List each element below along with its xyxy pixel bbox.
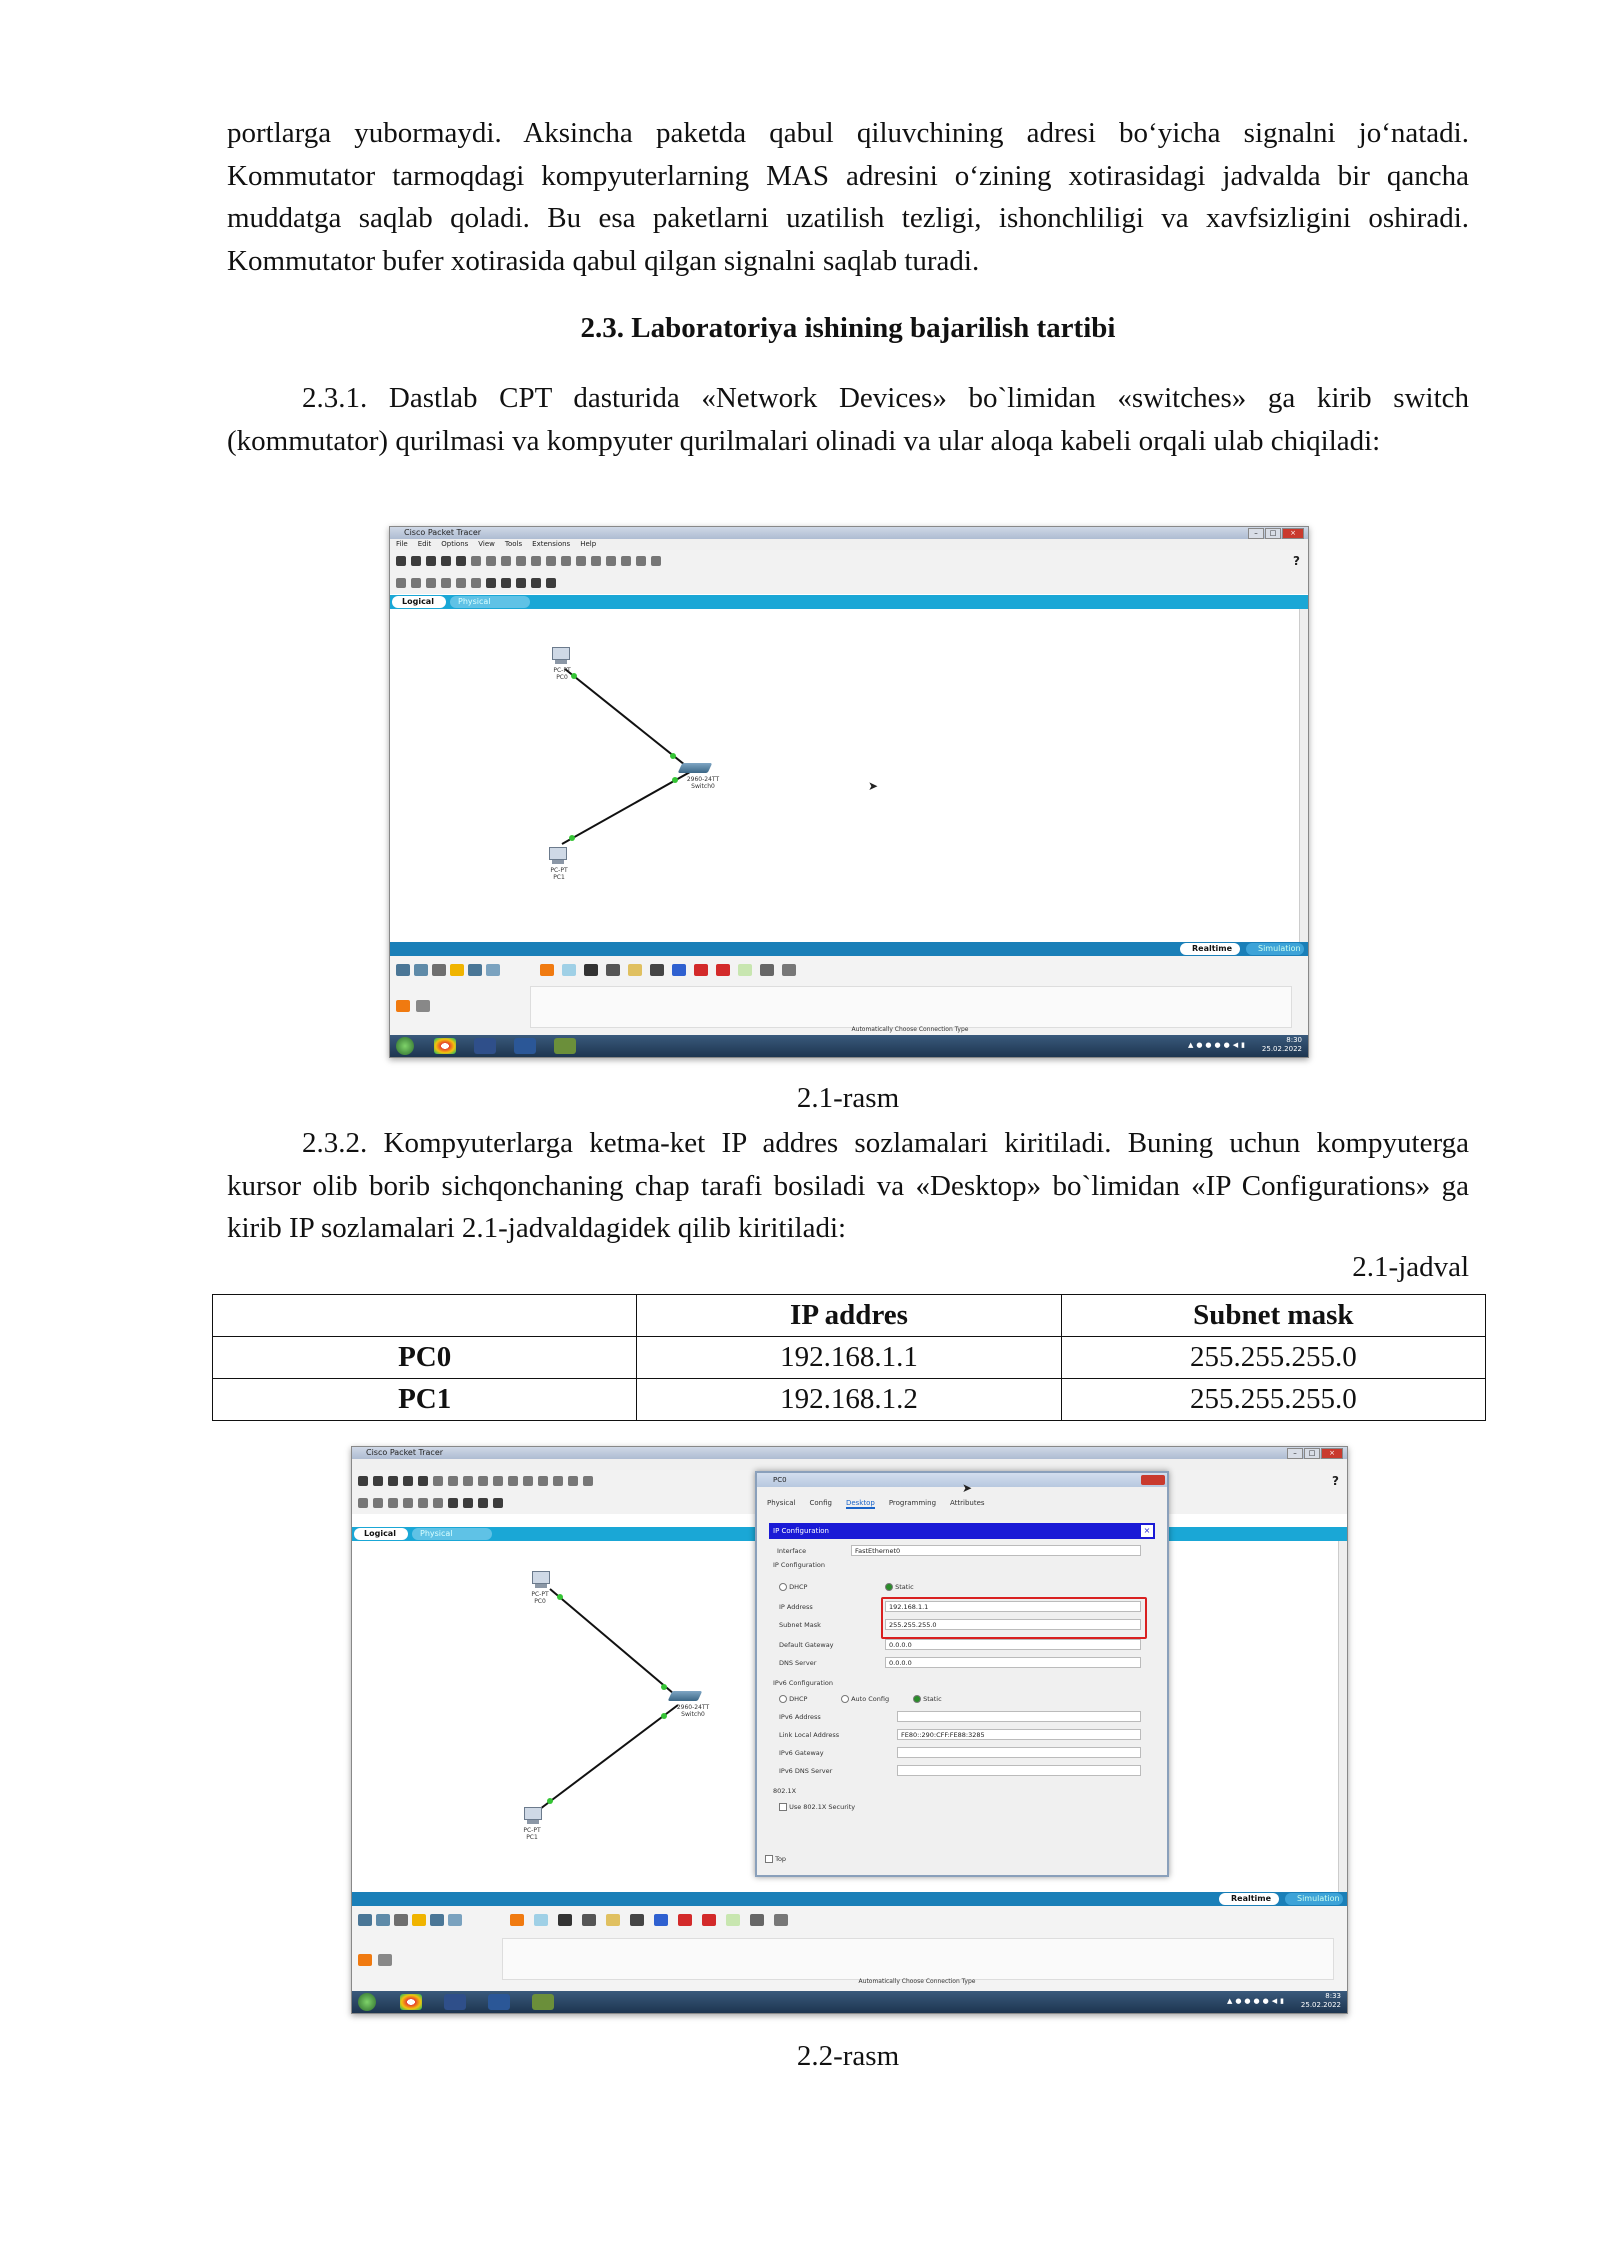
undo-icon[interactable]: [493, 1476, 503, 1486]
link-light-switch-a: [661, 1684, 667, 1690]
mouse-cursor-icon: ➤: [868, 779, 879, 793]
inspect-icon[interactable]: [373, 1498, 383, 1508]
rectangle-icon[interactable]: [486, 578, 496, 588]
table-header-row: [213, 1295, 1486, 1337]
tab-desktop[interactable]: Desktop: [845, 1499, 875, 1507]
table-row: [213, 1337, 1486, 1379]
word-icon[interactable]: [488, 1994, 510, 2010]
tab-physical-dialog[interactable]: Physical: [767, 1499, 796, 1507]
table-cell-mask: 255.255.255.0: [1061, 1379, 1485, 1421]
serial-dce-icon[interactable]: [694, 964, 708, 976]
open-file-icon[interactable]: [373, 1476, 383, 1486]
inspect-icon[interactable]: [411, 578, 421, 588]
menu-bar: [390, 539, 1308, 550]
switches-icon[interactable]: [376, 1914, 390, 1926]
pc1-device[interactable]: [547, 847, 569, 865]
note-icon[interactable]: [418, 1498, 428, 1508]
redo-icon[interactable]: [508, 1476, 518, 1486]
figure-2-caption: 2.2-rasm: [796, 2040, 900, 2072]
dns-server-input[interactable]: 0.0.0.0: [885, 1657, 1141, 1668]
table-cell-ip: 192.168.1.2: [637, 1379, 1061, 1421]
dialog-title: PC0: [757, 1473, 1167, 1487]
start-button-icon[interactable]: [358, 1993, 376, 2011]
simulation-mode-button[interactable]: Simulation: [1246, 943, 1304, 955]
ip-address-label: IP Address: [779, 1603, 813, 1611]
table-cell-mask: 255.255.255.0: [1061, 1337, 1485, 1379]
redo-icon[interactable]: [546, 556, 556, 566]
save-icon[interactable]: [388, 1476, 398, 1486]
print-icon[interactable]: [403, 1476, 413, 1486]
note-icon[interactable]: [456, 578, 466, 588]
explorer-icon[interactable]: [444, 1994, 466, 2010]
connection-list[interactable]: [502, 1938, 1334, 1980]
ipv6-dns-input[interactable]: [897, 1765, 1141, 1776]
pc0-config-dialog: [755, 1471, 1169, 1877]
close-icon[interactable]: ×: [1321, 1448, 1343, 1459]
minimize-icon[interactable]: –: [1287, 1448, 1303, 1459]
table-cell-device: PC1: [213, 1379, 637, 1421]
zoom-in-icon[interactable]: [523, 1476, 533, 1486]
phone-cable-icon[interactable]: [630, 1914, 644, 1926]
copy-icon[interactable]: [463, 1476, 473, 1486]
packet-tracer-icon[interactable]: [532, 1994, 554, 2010]
auto-config-label: Auto Config: [851, 1695, 890, 1703]
serial-dce-icon[interactable]: [678, 1914, 692, 1926]
end-devices-icon[interactable]: [430, 1914, 444, 1926]
window-controls: [1287, 1448, 1343, 1459]
zoom-reset-icon[interactable]: [538, 1476, 548, 1486]
undo-icon[interactable]: [531, 556, 541, 566]
tab-physical[interactable]: Physical: [412, 1528, 492, 1540]
clock-date: 25.02.2022: [1261, 1045, 1302, 1053]
ip-table: [212, 1294, 1486, 1421]
link-local-value: FE80::290:CFF:FE88:3285: [897, 1729, 1141, 1740]
usb-cable-icon[interactable]: [782, 964, 796, 976]
tab-physical[interactable]: Physical: [450, 596, 530, 608]
link-pc0-switch: [550, 1589, 680, 1699]
close-icon[interactable]: ×: [1282, 528, 1304, 539]
select-icon[interactable]: [396, 578, 406, 588]
chrome-icon[interactable]: [400, 1994, 422, 2010]
ipv6-gateway-label: IPv6 Gateway: [779, 1749, 824, 1757]
zoom-in-icon[interactable]: [561, 556, 571, 566]
tab-logical[interactable]: Logical: [392, 596, 446, 608]
link-local-label: Link Local Address: [779, 1731, 840, 1739]
ipv6-address-input[interactable]: [897, 1711, 1141, 1722]
coaxial-cable-icon[interactable]: [672, 964, 686, 976]
zoom-reset-icon[interactable]: [576, 556, 586, 566]
window-title: Cisco Packet Tracer: [366, 1448, 444, 1457]
chrome-icon[interactable]: [434, 1038, 456, 1054]
table-header-ip: IP addres: [637, 1295, 1061, 1337]
crossover-cable-icon[interactable]: [606, 964, 620, 976]
delete-icon[interactable]: [426, 578, 436, 588]
wizard-icon[interactable]: [433, 1476, 443, 1486]
ip-address-input[interactable]: 192.168.1.1: [885, 1601, 1141, 1612]
drawing-toolbar: [390, 572, 1308, 594]
simple-pdu-icon[interactable]: [493, 1498, 503, 1508]
line-icon[interactable]: [471, 578, 481, 588]
static-label: Static: [895, 1583, 914, 1591]
zoom-out-icon[interactable]: [553, 1476, 563, 1486]
ip-configuration-title: IP Configuration: [773, 1527, 829, 1535]
print-icon[interactable]: [441, 556, 451, 566]
window-titlebar: [352, 1447, 1347, 1459]
hubs-icon[interactable]: [432, 964, 446, 976]
switch0-label: 2960-24TT Switch0: [676, 1704, 710, 1718]
help-icon[interactable]: ?: [1332, 1474, 1339, 1488]
palette-icon[interactable]: [568, 1476, 578, 1486]
window-controls: [1248, 528, 1304, 539]
menu-tools[interactable]: Tools: [504, 540, 523, 548]
maximize-icon[interactable]: □: [1304, 1448, 1320, 1459]
tab-attributes[interactable]: Attributes: [950, 1499, 985, 1507]
subnet-mask-input[interactable]: 255.255.255.0: [885, 1619, 1141, 1630]
interface-select[interactable]: FastEthernet0: [851, 1545, 1141, 1556]
table-header-empty: [213, 1295, 637, 1337]
auto-connection-icon[interactable]: [510, 1914, 524, 1926]
menu-bar: [352, 1459, 1347, 1470]
main-toolbar: [390, 550, 1308, 572]
pdu-icon[interactable]: [651, 556, 661, 566]
straight-cable-icon[interactable]: [584, 964, 598, 976]
pc0-label: PC-PT PC0: [553, 667, 571, 681]
device-panel: [352, 1906, 1347, 1991]
routers-icon[interactable]: [358, 1914, 372, 1926]
open-file-icon[interactable]: [411, 556, 421, 566]
lightning-icon[interactable]: [358, 1954, 372, 1966]
ipv6-dhcp-label: DHCP: [789, 1695, 808, 1703]
wireless-icon[interactable]: [486, 964, 500, 976]
connection-list[interactable]: [530, 986, 1292, 1028]
start-button-icon[interactable]: [396, 1037, 414, 1055]
menu-view[interactable]: View: [478, 540, 495, 548]
line-icon[interactable]: [433, 1498, 443, 1508]
word-icon[interactable]: [514, 1038, 536, 1054]
table-row: [213, 1379, 1486, 1421]
wireless-icon[interactable]: [448, 1914, 462, 1926]
device-panel: [390, 956, 1308, 1035]
pc1-device[interactable]: [522, 1807, 544, 1825]
link-light-switch-b: [661, 1713, 667, 1719]
link-pc1-switch: [540, 1705, 678, 1809]
dot1x-label: Use 802.1X Security: [789, 1803, 856, 1811]
dhcp-label: DHCP: [789, 1583, 808, 1591]
top-label: Top: [775, 1855, 787, 1863]
wizard-icon[interactable]: [471, 556, 481, 566]
freeform-icon[interactable]: [516, 578, 526, 588]
menu-help[interactable]: Help: [580, 540, 597, 548]
workspace-scrollbar[interactable]: [1338, 1541, 1347, 1915]
pc0-device[interactable]: [530, 1571, 552, 1589]
simple-pdu-icon[interactable]: [531, 578, 541, 588]
menu-extensions[interactable]: Extensions: [532, 540, 571, 548]
connections-icon[interactable]: [412, 1914, 426, 1926]
dialog-tabs: [767, 1499, 985, 1509]
workspace-tabs-bar: [390, 595, 1308, 609]
menu-edit[interactable]: Edit: [417, 540, 432, 548]
octal-cable-icon[interactable]: [726, 1914, 740, 1926]
iot-cable-icon[interactable]: [750, 1914, 764, 1926]
link-pc1-switch: [562, 772, 690, 844]
help-icon[interactable]: ?: [1293, 554, 1300, 568]
hubs-icon[interactable]: [394, 1914, 408, 1926]
ellipse-icon[interactable]: [463, 1498, 473, 1508]
taskbar-clock: [1262, 1036, 1302, 1054]
info-icon[interactable]: [418, 1476, 428, 1486]
info-icon[interactable]: [456, 556, 466, 566]
fiber-cable-icon[interactable]: [606, 1914, 620, 1926]
switch0-label: 2960-24TT Switch0: [686, 776, 720, 790]
lightning-icon[interactable]: [396, 1000, 410, 1012]
menu-file[interactable]: File: [396, 540, 408, 548]
copy-icon[interactable]: [501, 556, 511, 566]
window-titlebar: [390, 527, 1308, 539]
coaxial-cable-icon[interactable]: [654, 1914, 668, 1926]
rectangle-icon[interactable]: [448, 1498, 458, 1508]
viewport-icon[interactable]: [636, 556, 646, 566]
link-light-pc1: [547, 1798, 553, 1804]
pc1-label: PC-PT PC1: [523, 1827, 541, 1841]
crossover-cable-icon[interactable]: [582, 1914, 596, 1926]
static-option[interactable]: [885, 1583, 914, 1591]
default-gateway-label: Default Gateway: [779, 1641, 834, 1649]
simulation-mode-button[interactable]: Simulation: [1285, 1893, 1343, 1905]
dns-server-label: DNS Server: [779, 1659, 817, 1667]
octal-cable-icon[interactable]: [738, 964, 752, 976]
windows-taskbar: [352, 1991, 1347, 2013]
subnet-mask-label: Subnet Mask: [779, 1621, 821, 1629]
minimize-icon[interactable]: –: [1248, 528, 1264, 539]
link-light-switch-a: [670, 753, 676, 759]
figure-1-caption: 2.1-rasm: [796, 1082, 900, 1114]
ip-config-close-icon[interactable]: ×: [1141, 1525, 1153, 1537]
table-cell-device: PC0: [213, 1337, 637, 1379]
link-light-pc1: [569, 835, 575, 841]
iot-cable-icon[interactable]: [760, 964, 774, 976]
mouse-cursor-icon: ➤: [962, 1481, 973, 1495]
paragraph-intro: portlarga yubormaydi. Aksincha paketda qabul qiluvchining adresi bo‘yicha signalni jo‘natadi. Kommutator tarmoqdagi kompyuterlarning MAS adresini o‘zining xotirasidagi jadvalda bir qancha muddatga saqlab qoladi. Bu esa paketlarni uzatilish tezligi, ishonchliligi va xavfsizligini oshiradi. Kommutator bufer xotirasida qabul qilgan signalni saqlab turadi.: [227, 117, 1469, 277]
packet-tracer-icon[interactable]: [554, 1038, 576, 1054]
ipv6-dhcp-option[interactable]: [779, 1695, 807, 1703]
clock-time: 8:30: [1286, 1036, 1302, 1044]
table-header-mask: Subnet mask: [1061, 1295, 1485, 1337]
network-info-icon[interactable]: [448, 1476, 458, 1486]
windows-taskbar: [390, 1035, 1308, 1057]
tab-config[interactable]: Config: [809, 1499, 832, 1507]
figure-1-screenshot: [389, 526, 1309, 1058]
menu-options[interactable]: Options: [441, 540, 469, 548]
ipv4-section-label: IP Configuration: [773, 1561, 825, 1569]
ipv6-static-option[interactable]: [913, 1695, 942, 1703]
end-devices-icon[interactable]: [468, 964, 482, 976]
tab-logical[interactable]: Logical: [354, 1528, 408, 1540]
top-checkbox[interactable]: [765, 1855, 786, 1863]
ipv6-auto-config-option[interactable]: [841, 1695, 889, 1703]
ipv6-static-label: Static: [923, 1695, 942, 1703]
switch0-device[interactable]: [668, 1691, 703, 1701]
resize-icon[interactable]: [403, 1498, 413, 1508]
table-cell-ip: 192.168.1.1: [637, 1337, 1061, 1379]
routers-icon[interactable]: [396, 964, 410, 976]
custom-device-icon[interactable]: [583, 1476, 593, 1486]
pc0-label: PC-PT PC0: [531, 1591, 549, 1605]
highlight-box: [881, 1597, 1147, 1639]
explorer-icon[interactable]: [474, 1038, 496, 1054]
fiber-cable-icon[interactable]: [628, 964, 642, 976]
straight-cable-icon[interactable]: [558, 1914, 572, 1926]
serial-dte-icon[interactable]: [716, 964, 730, 976]
auto-connection-icon[interactable]: [540, 964, 554, 976]
custom-device-icon[interactable]: [621, 556, 631, 566]
complex-pdu-icon[interactable]: [546, 578, 556, 588]
pc1-label: PC-PT PC1: [550, 867, 568, 881]
paragraph-step-1: 2.3.1. Dastlab CPT dasturida «Network Devices» bo`limidan «switches» ga kirib switch (kommutator) qurilmasi va kompyuter qurilmalari olinadi va ular aloqa kabeli orqali ulab chiqiladi:: [227, 382, 1469, 457]
paste-icon[interactable]: [478, 1476, 488, 1486]
system-tray: ▲●●●●◀▮: [1187, 1041, 1248, 1049]
freeform-icon[interactable]: [478, 1498, 488, 1508]
clock-time: 8:33: [1325, 1992, 1341, 2000]
connection-hint: Automatically Choose Connection Type: [858, 1978, 976, 1985]
system-tray: ▲●●●●◀▮: [1226, 1997, 1287, 2005]
new-file-icon[interactable]: [396, 556, 406, 566]
mode-bar: [390, 942, 1308, 956]
dot1x-section-label: 802.1X: [773, 1787, 797, 1795]
palette-icon[interactable]: [606, 556, 616, 566]
resize-icon[interactable]: [441, 578, 451, 588]
section-heading: 2.3. Laboratoriya ishining bajarilish tartibi: [580, 312, 1116, 344]
paste-icon[interactable]: [516, 556, 526, 566]
grid-icon[interactable]: [416, 1000, 430, 1012]
table-caption: 2.1-jadval: [1352, 1251, 1469, 1283]
select-icon[interactable]: [358, 1498, 368, 1508]
grid-icon[interactable]: [378, 1954, 392, 1966]
phone-cable-icon[interactable]: [650, 964, 664, 976]
console-cable-icon[interactable]: [562, 964, 576, 976]
dhcp-option[interactable]: [779, 1583, 807, 1591]
realtime-mode-button[interactable]: Realtime: [1219, 1893, 1279, 1905]
taskbar-clock: [1301, 1992, 1341, 2010]
switch0-device[interactable]: [678, 763, 713, 773]
ipv6-address-label: IPv6 Address: [779, 1713, 821, 1721]
window-title: Cisco Packet Tracer: [404, 528, 482, 537]
ip-configuration-header: [769, 1523, 1155, 1539]
dialog-close-icon[interactable]: [1141, 1475, 1165, 1485]
usb-cable-icon[interactable]: [774, 1914, 788, 1926]
network-info-icon[interactable]: [486, 556, 496, 566]
zoom-out-icon[interactable]: [591, 556, 601, 566]
paragraph-step-2: 2.3.2. Kompyuterlarga ketma-ket IP addres sozlamalari kiritiladi. Buning uchun kompyuterga kursor olib borib sichqonchaning chap tarafi bosiladi va «Desktop» bo`limidan «IP Configurations» ga kirib IP sozlamalari 2.1-jadvaldagidek qilib kiritiladi:: [227, 1127, 1469, 1244]
interface-label: Interface: [777, 1547, 807, 1555]
figure-2-screenshot: [351, 1446, 1348, 2014]
realtime-mode-button[interactable]: Realtime: [1180, 943, 1240, 955]
serial-dte-icon[interactable]: [702, 1914, 716, 1926]
ipv6-section-label: IPv6 Configuration: [773, 1679, 833, 1687]
maximize-icon[interactable]: □: [1265, 528, 1281, 539]
connection-hint: Automatically Choose Connection Type: [851, 1026, 969, 1033]
dot1x-checkbox[interactable]: [779, 1803, 855, 1811]
console-cable-icon[interactable]: [534, 1914, 548, 1926]
clock-date: 25.02.2022: [1300, 2001, 1341, 2009]
ellipse-icon[interactable]: [501, 578, 511, 588]
tab-programming[interactable]: Programming: [888, 1499, 937, 1507]
switches-icon[interactable]: [414, 964, 428, 976]
save-icon[interactable]: [426, 556, 436, 566]
delete-icon[interactable]: [388, 1498, 398, 1508]
default-gateway-input[interactable]: 0.0.0.0: [885, 1639, 1141, 1650]
mode-bar: [352, 1892, 1347, 1906]
connections-icon[interactable]: [450, 964, 464, 976]
ipv6-dns-label: IPv6 DNS Server: [779, 1767, 833, 1775]
ipv6-gateway-input[interactable]: [897, 1747, 1141, 1758]
pc0-device[interactable]: [550, 647, 572, 665]
new-file-icon[interactable]: [358, 1476, 368, 1486]
